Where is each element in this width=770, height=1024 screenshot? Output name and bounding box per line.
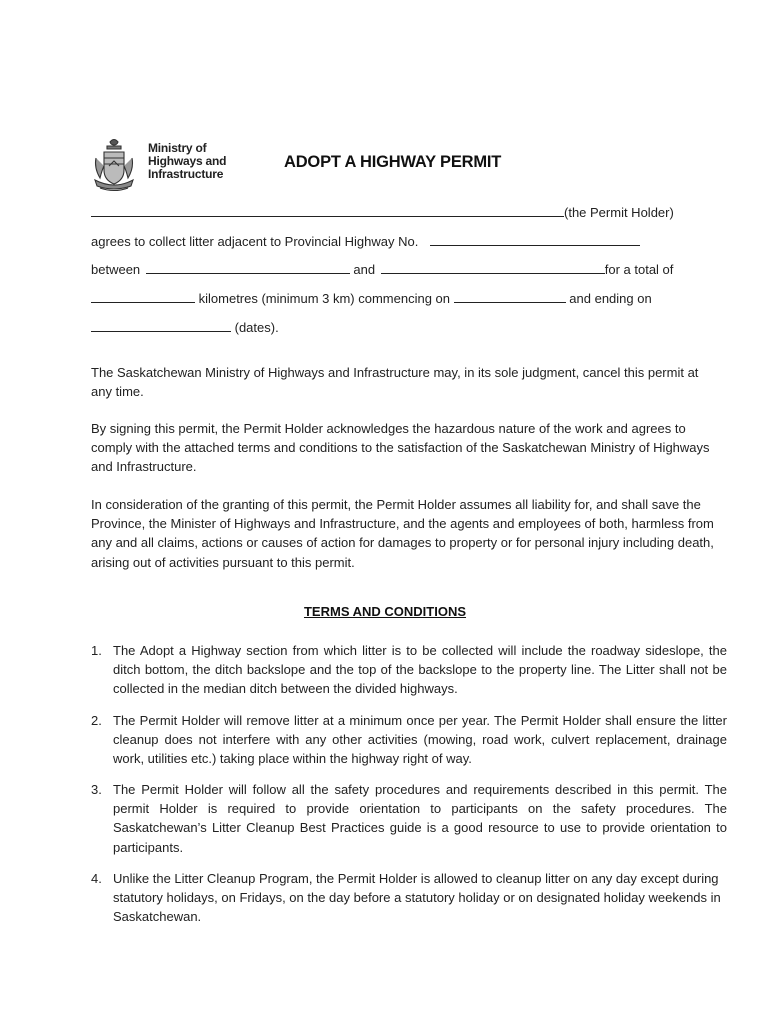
- term-item-1: [91, 641, 727, 699]
- ending-label: and ending on: [569, 291, 652, 306]
- commencing-date-blank[interactable]: [454, 289, 566, 303]
- permit-holder-blank[interactable]: [91, 203, 564, 217]
- dates-label: (dates).: [234, 320, 279, 335]
- term-text: The Adopt a Highway section from which litter is to be collected will include the roadway sideslope, the ditch bottom, the ditch backslope and the top of the backslope to the property line. The Litter shall not be collected in the median ditch between the divided highways.: [113, 643, 727, 697]
- and-label: and: [353, 262, 376, 277]
- between-label: between: [91, 262, 141, 277]
- form-line-dates: [91, 318, 279, 335]
- form-line-between: [91, 260, 673, 277]
- term-number: 1.: [91, 643, 102, 658]
- term-text: The Permit Holder will remove litter at a minimum once per year. The Permit Holder shall ensure the litter cleanup does not interfere with any other activities (mowing, road work, culvert replacement, drainage work, utilities etc.) taking place within the highway right of way.: [113, 713, 727, 767]
- kilometres-blank[interactable]: [91, 289, 195, 303]
- highway-number-blank[interactable]: [430, 232, 640, 246]
- term-text: Unlike the Litter Cleanup Program, the Permit Holder is allowed to cleanup litter on any day except during statutory holidays, on Fridays, on the day before a statutory holiday or on designated holiday weekends in Saskatchewan.: [113, 871, 721, 925]
- page-title: ADOPT A HIGHWAY PERMIT: [284, 153, 502, 171]
- ending-date-blank[interactable]: [91, 318, 231, 332]
- kilometres-label: kilometres (minimum 3 km) commencing on: [198, 291, 451, 306]
- and-blank[interactable]: [381, 260, 605, 274]
- highway-label: agrees to collect litter adjacent to Provincial Highway No.: [91, 234, 419, 249]
- term-number: 4.: [91, 871, 102, 886]
- term-text: The Permit Holder will follow all the safety procedures and requirements described in this permit. The permit Holder is required to provide orientation to participants on the safety procedures. The Saskatchewan’s Litter Cleanup Best Practices guide is a good resource to use to provide orientation to participants.: [113, 782, 727, 855]
- term-number: 2.: [91, 713, 102, 728]
- term-item-4: [91, 869, 727, 927]
- ministry-name: [148, 142, 226, 181]
- total-label: for a total of: [604, 262, 674, 277]
- form-line-kilometres: [91, 289, 652, 306]
- ministry-line-3: Infrastructure: [148, 167, 224, 181]
- terms-heading: TERMS AND CONDITIONS: [303, 604, 467, 619]
- term-number: 3.: [91, 782, 102, 797]
- term-item-3: [91, 780, 727, 857]
- permit-holder-label: (the Permit Holder): [564, 205, 674, 220]
- form-line-highway: [91, 232, 640, 249]
- ministry-line-2: Highways and: [148, 154, 227, 168]
- ministry-line-1: Ministry of: [148, 141, 207, 155]
- ministry-logo: [92, 136, 237, 196]
- term-item-2: [91, 711, 727, 769]
- coat-of-arms-icon: [92, 136, 136, 194]
- form-line-permit-holder: [91, 203, 674, 220]
- paragraph-cancel: The Saskatchewan Ministry of Highways and Infrastructure may, in its sole judgment, cancel this permit at any time.: [91, 365, 699, 400]
- paragraph-acknowledge: By signing this permit, the Permit Holder acknowledges the hazardous nature of the work and agrees to comply with the attached terms and conditions to the satisfaction of the Saskatchewan Ministry of Highways and Infrastructure.: [91, 421, 710, 475]
- between-blank[interactable]: [146, 260, 350, 274]
- paragraph-liability: In consideration of the granting of this permit, the Permit Holder assumes all liability for, and shall save the Province, the Minister of Highways and Infrastructure, and the agents and employees of both, harmless from any and all claims, actions or causes of action for damages to property or for personal injury including death, arising out of activities pursuant to this permit.: [91, 497, 714, 570]
